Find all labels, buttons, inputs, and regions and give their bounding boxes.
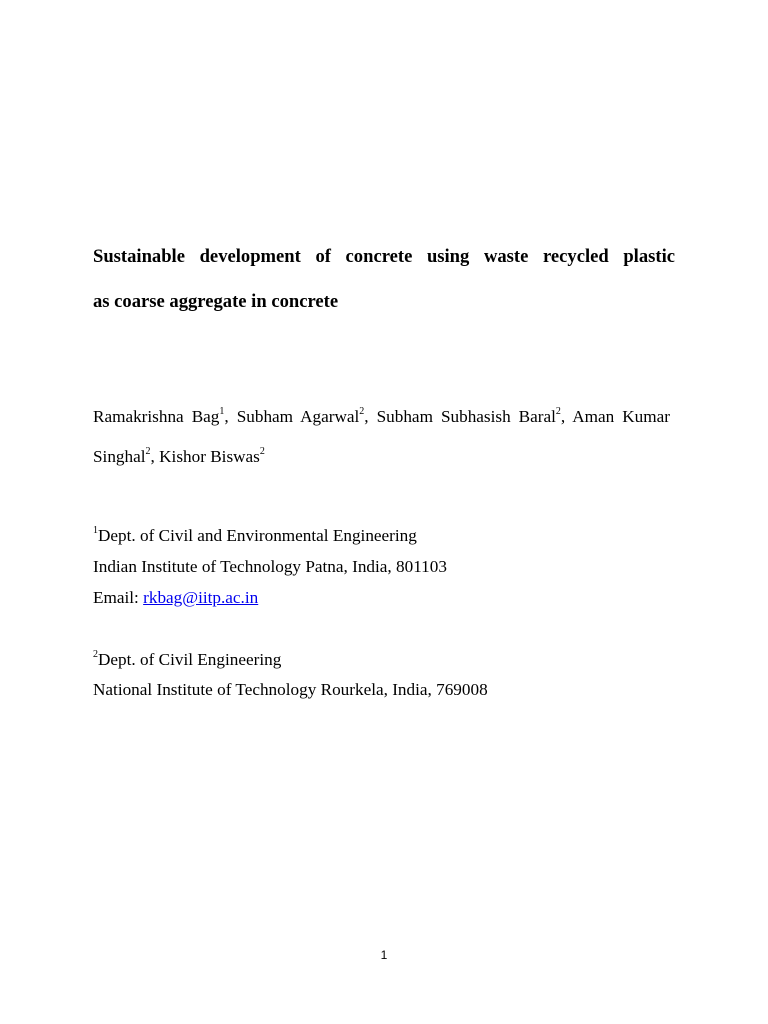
affiliation-marker: 2: [555, 406, 561, 418]
author-name: Subham Subhasish Baral: [376, 407, 556, 426]
affiliation-1-dept: $^1$Dept. of Civil and Environmental Engineering: [93, 525, 417, 545]
author-name-part: Singhal: [93, 447, 146, 466]
affiliation-2-institute: National Institute of Technology Rourkela, India, 769008: [93, 680, 488, 699]
author-name: Ramakrishna Bag: [93, 407, 220, 426]
affiliation-marker: 1: [93, 525, 98, 537]
affiliation-marker: 2: [359, 406, 365, 418]
affiliation-marker: 1: [219, 406, 225, 418]
page-number: 1: [380, 948, 388, 962]
author-name-part: Aman Kumar: [572, 407, 670, 426]
affiliation-marker: 2: [259, 446, 265, 458]
affiliation-marker: 2: [145, 446, 151, 458]
author-name: Subham Agarwal: [236, 407, 360, 426]
affiliation-marker: 2: [93, 649, 98, 661]
email-link[interactable]: rkbag@iitp.ac.in: [143, 588, 259, 607]
author-list-line-1: Ramakrishna Bag$^1$, Subham Agarwal$^2$, Subham Subhasish Baral$^2$, Aman Kumar: [93, 406, 670, 426]
affiliation-2-dept: $^2$Dept. of Civil Engineering: [93, 649, 282, 669]
affiliation-1-email: [93, 587, 258, 609]
affiliation-1-institute: Indian Institute of Technology Patna, India, 801103: [93, 557, 447, 576]
author-name: Kishor Biswas: [159, 447, 260, 466]
author-list-line-2: Singhal$^2$, Kishor Biswas$^2$: [93, 446, 265, 466]
paper-title-line-2: as coarse aggregate in concrete: [93, 291, 339, 312]
paper-title-line-1: Sustainable development of concrete using waste recycled plastic: [93, 246, 675, 267]
email-label: Email:: [93, 588, 144, 607]
